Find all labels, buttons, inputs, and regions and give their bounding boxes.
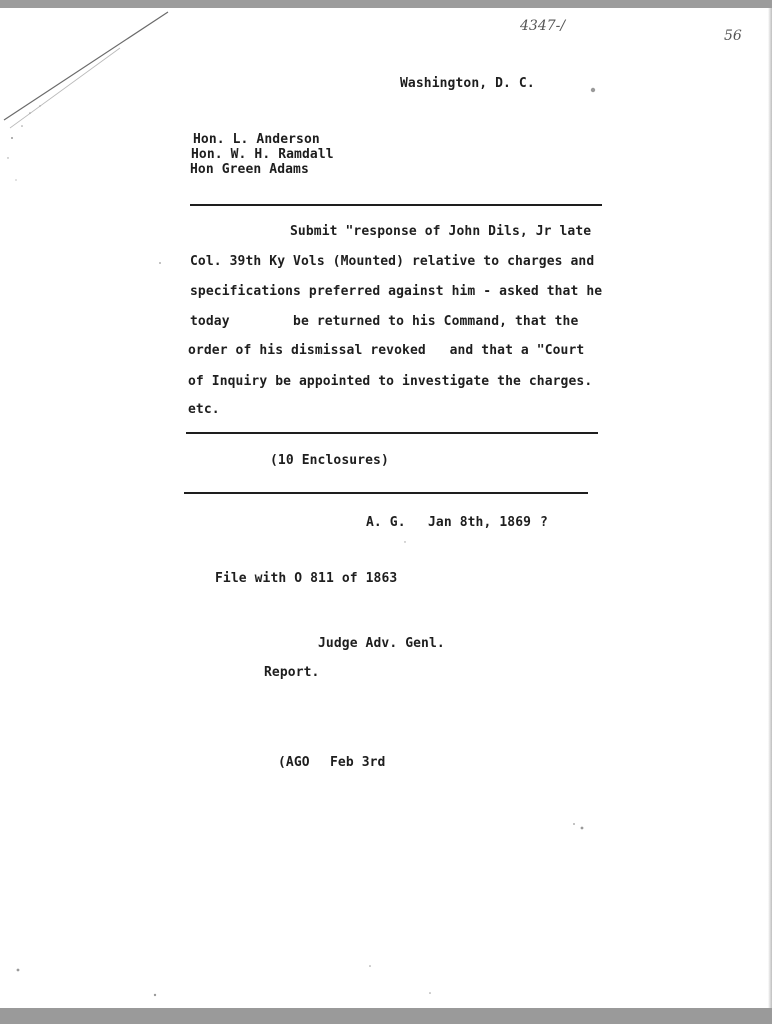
- divider-middle: [186, 432, 598, 434]
- corner-fold-line: [4, 12, 168, 120]
- scan-artifacts: [0, 8, 772, 1008]
- addressee-1: Hon. L. Anderson: [193, 132, 320, 147]
- page-number: 56: [724, 28, 742, 44]
- file-note: File with O 811 of 1863: [215, 571, 398, 586]
- body-line-1: Submit "response of John Dils, Jr late: [290, 224, 592, 239]
- body-line-5: order of his dismissal revoked and that a "Court: [188, 343, 585, 358]
- scan-top-border: [0, 0, 772, 8]
- page-edge-shadow: [768, 8, 772, 1008]
- ago-label: (AGO: [278, 755, 310, 770]
- endorsement-query-mark: ?: [540, 515, 548, 530]
- divider-top: [190, 204, 602, 206]
- referral-line: Judge Adv. Genl.: [318, 636, 445, 651]
- scan-bottom-border: [0, 1008, 772, 1024]
- enclosures-note: (10 Enclosures): [270, 453, 389, 468]
- corner-fold-shadow: [10, 48, 120, 128]
- body-line-2: Col. 39th Ky Vols (Mounted) relative to charges and: [190, 254, 595, 269]
- body-line-3: specifications preferred against him - asked that he: [190, 284, 603, 299]
- action-line: Report.: [264, 665, 320, 680]
- addressee-2: Hon. W. H. Ramdall: [191, 147, 334, 162]
- body-line-4: today be returned to his Command, that the: [190, 314, 579, 329]
- addressee-3: Hon Green Adams: [190, 162, 309, 177]
- body-line-7: etc.: [188, 402, 220, 417]
- divider-bottom: [184, 492, 588, 494]
- body-line-6: of Inquiry be appointed to investigate the charges.: [188, 374, 593, 389]
- endorsement-office: A. G.: [366, 515, 406, 530]
- document-page: [0, 8, 772, 1008]
- endorsement-date: Jan 8th, 1869: [428, 515, 532, 530]
- ago-date: Feb 3rd: [330, 755, 386, 770]
- place-line: Washington, D. C.: [400, 76, 535, 91]
- top-scribble: 4347-/: [520, 18, 566, 34]
